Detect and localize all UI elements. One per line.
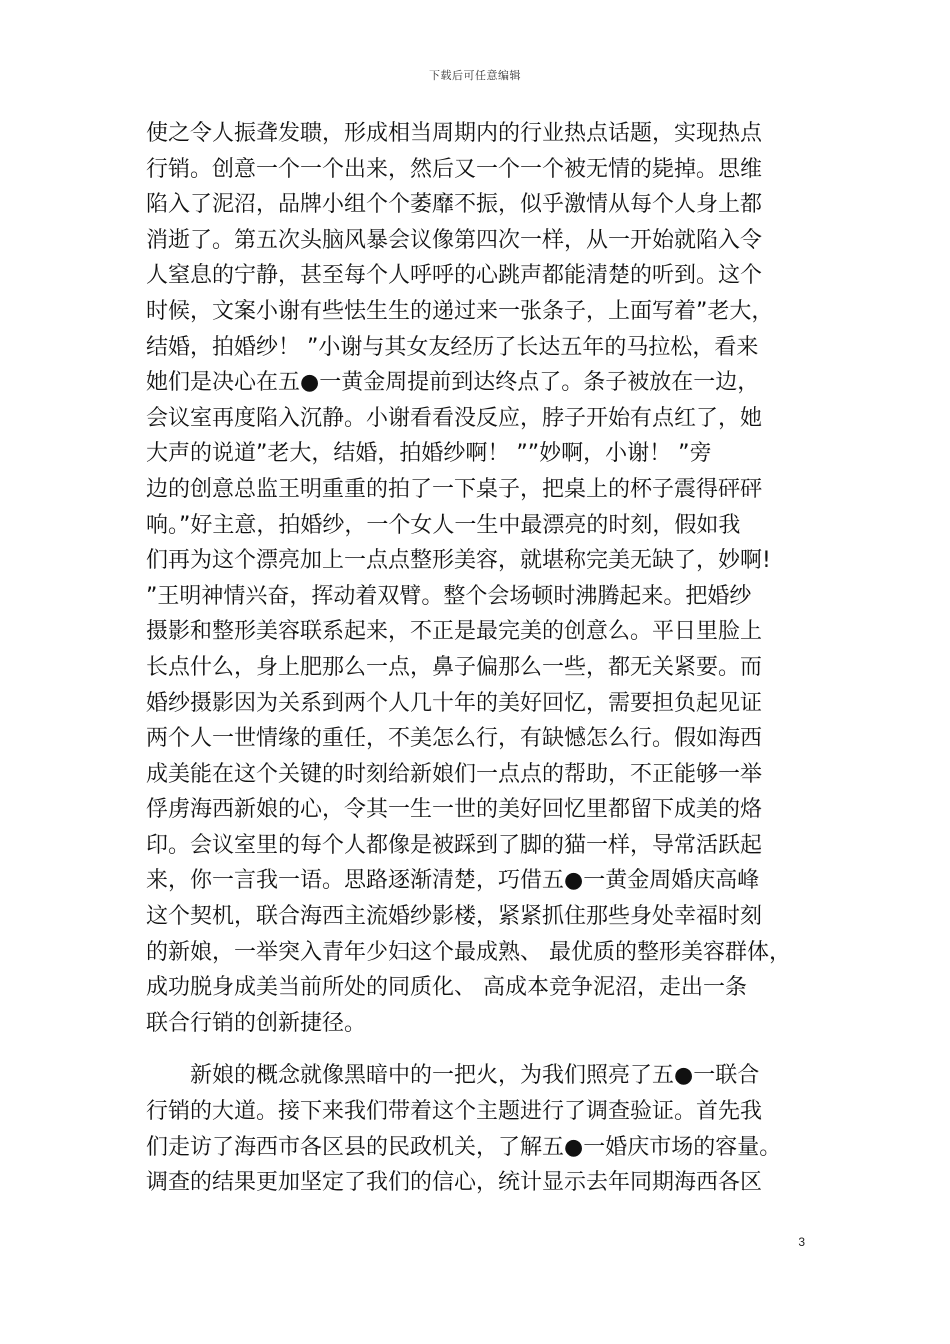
text-line: 结婚，拍婚纱！ ”小谢与其女友经历了长达五年的马拉松，看来 [146, 334, 759, 360]
text-line: 们走访了海西市各区县的民政机关，了解五●一婚庆市场的容量。 [146, 1134, 782, 1160]
text-line: 婚纱摄影因为关系到两个人几十年的美好回忆，需要担负起见证 [146, 690, 763, 716]
paragraph-2 [146, 1058, 816, 1200]
text-line: 新娘的概念就像黑暗中的一把火，为我们照亮了五●一联合 [190, 1063, 760, 1089]
text-line: 消逝了。第五次头脑风暴会议像第四次一样，从一开始就陷入令 [146, 227, 763, 253]
text-line: 摄影和整形美容联系起来，不正是最完美的创意么。平日里脸上 [146, 619, 763, 645]
text-line: 人窒息的宁静，甚至每个人呼呼的心跳声都能清楚的听到。这个 [146, 263, 763, 289]
text-line: 印。会议室里的每个人都像是被踩到了脚的猫一样，导常活跃起 [146, 832, 763, 858]
text-line: 行销的大道。接下来我们带着这个主题进行了调查验证。首先我 [146, 1099, 763, 1125]
text-line: 成功脱身成美当前所处的同质化、 高成本竞争泥沼，走出一条 [146, 975, 747, 1001]
page-number: 3 [798, 1235, 805, 1249]
text-line: 使之令人振聋发聩，形成相当周期内的行业热点话题，实现热点 [146, 121, 763, 146]
text-line: 这个契机，联合海西主流婚纱影楼，紧紧抓住那些身处幸福时刻 [146, 904, 763, 930]
text-line: ”王明神情兴奋，挥动着双臂。整个会场顿时沸腾起来。把婚纱 [146, 583, 752, 609]
text-line: 调查的结果更加坚定了我们的信心，统计显示去年同期海西各区 [146, 1170, 763, 1196]
text-line: 边的创意总监王明重重的拍了一下桌子，把桌上的杯子震得砰砰 [146, 476, 763, 502]
text-line: 俘虏海西新娘的心，令其一生一世的美好回忆里都留下成美的烙 [146, 797, 763, 823]
body-text [146, 116, 816, 1201]
text-line: 她们是决心在五●一黄金周提前到达终点了。条子被放在一边， [146, 370, 760, 396]
page-header: 下载后可任意编辑 [429, 69, 521, 82]
text-line: 会议室再度陷入沉静。小谢看看没反应，脖子开始有点红了，她 [146, 405, 763, 431]
text-line: 大声的说道”老大，结婚，拍婚纱啊！ ””妙啊，小谢！ ”旁 [146, 441, 712, 467]
text-line: 两个人一世情缘的重任，不美怎么行，有缺憾怎么行。假如海西 [146, 726, 763, 752]
text-line: 们再为这个漂亮加上一点点整形美容，就堪称完美无缺了，妙啊! [146, 548, 771, 574]
text-line: 成美能在这个关键的时刻给新娘们一点点的帮助，不正能够一举 [146, 761, 763, 787]
text-line: 联合行销的创新捷径。 [146, 1010, 367, 1036]
text-line: 长点什么，身上肥那么一点，鼻子偏那么一些，都无关紧要。而 [146, 654, 763, 680]
text-line: 陷入了泥沼，品牌小组个个萎靡不振，似乎激情从每个人身上都 [146, 192, 763, 218]
text-line: 时候，文案小谢有些怯生生的递过来一张条子，上面写着”老大， [146, 298, 774, 324]
paragraph-1 [146, 116, 816, 1041]
text-line: 行销。创意一个一个出来，然后又一个一个被无情的毙掉。思维 [146, 156, 763, 182]
text-line: 响。”好主意，拍婚纱，一个女人一生中最漂亮的时刻，假如我 [146, 512, 741, 538]
text-line: 来，你一言我一语。思路逐渐清楚，巧借五●一黄金周婚庆高峰 [146, 868, 760, 894]
text-line: 的新娘，一举突入青年少妇这个最成熟、 最优质的整形美容群体， [146, 939, 791, 965]
